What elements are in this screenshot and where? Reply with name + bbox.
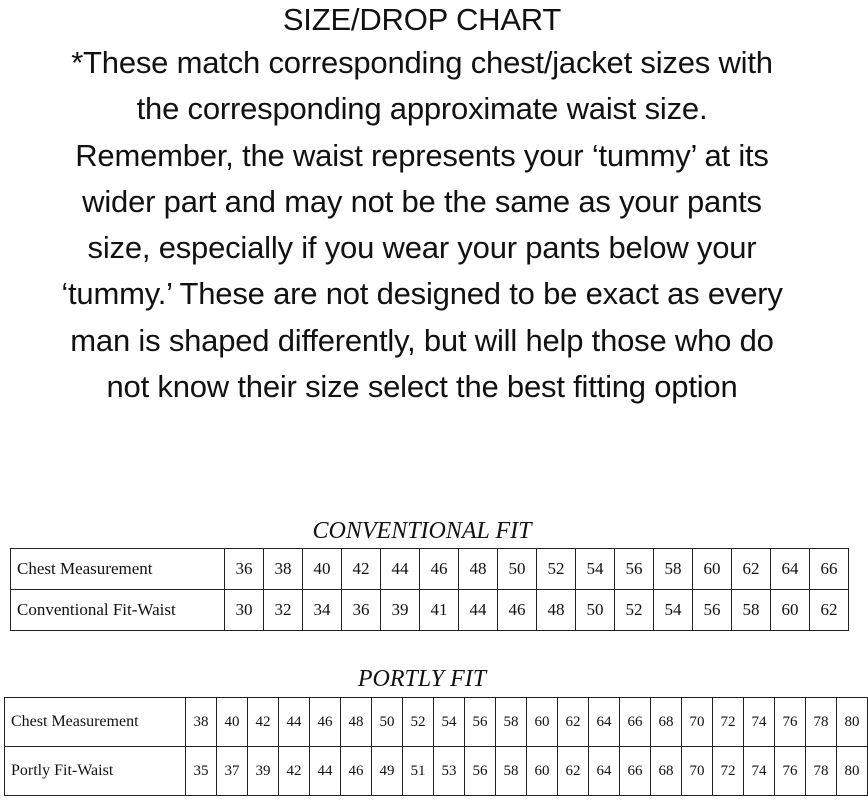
size-cell: 38 bbox=[264, 549, 303, 590]
chest-row bbox=[5, 698, 868, 747]
size-cell: 38 bbox=[186, 698, 217, 747]
row-label: Conventional Fit-Waist bbox=[11, 590, 225, 631]
size-cell: 52 bbox=[403, 698, 434, 747]
size-cell: 70 bbox=[682, 698, 713, 747]
size-cell: 72 bbox=[713, 698, 744, 747]
size-cell: 80 bbox=[837, 747, 868, 796]
row-label: Portly Fit-Waist bbox=[5, 747, 186, 796]
size-cell: 46 bbox=[341, 747, 372, 796]
size-cell: 58 bbox=[496, 747, 527, 796]
size-cell: 50 bbox=[576, 590, 615, 631]
size-cell: 66 bbox=[620, 698, 651, 747]
size-cell: 44 bbox=[381, 549, 420, 590]
size-cell: 48 bbox=[537, 590, 576, 631]
size-cell: 60 bbox=[527, 698, 558, 747]
size-cell: 56 bbox=[465, 747, 496, 796]
size-cell: 52 bbox=[615, 590, 654, 631]
size-cell: 58 bbox=[732, 590, 771, 631]
size-cell: 32 bbox=[264, 590, 303, 631]
size-cell: 46 bbox=[420, 549, 459, 590]
size-cell: 62 bbox=[558, 698, 589, 747]
size-cell: 60 bbox=[527, 747, 558, 796]
size-cell: 58 bbox=[496, 698, 527, 747]
size-cell: 40 bbox=[303, 549, 342, 590]
size-cell: 64 bbox=[589, 698, 620, 747]
size-cell: 80 bbox=[837, 698, 868, 747]
size-cell: 44 bbox=[459, 590, 498, 631]
portly-waist-row bbox=[5, 747, 868, 796]
size-cell: 78 bbox=[806, 698, 837, 747]
size-cell: 48 bbox=[341, 698, 372, 747]
portly-fit-table bbox=[4, 697, 868, 796]
size-cell: 42 bbox=[342, 549, 381, 590]
size-cell: 56 bbox=[615, 549, 654, 590]
size-cell: 66 bbox=[620, 747, 651, 796]
row-label: Chest Measurement bbox=[5, 698, 186, 747]
conventional-fit-title: CONVENTIONAL FIT bbox=[312, 518, 532, 544]
size-cell: 37 bbox=[217, 747, 248, 796]
size-cell: 42 bbox=[279, 747, 310, 796]
size-cell: 34 bbox=[303, 590, 342, 631]
size-cell: 68 bbox=[651, 698, 682, 747]
size-cell: 56 bbox=[465, 698, 496, 747]
size-cell: 46 bbox=[498, 590, 537, 631]
chest-row bbox=[11, 549, 849, 590]
size-cell: 64 bbox=[771, 549, 810, 590]
size-cell: 74 bbox=[744, 747, 775, 796]
size-cell: 50 bbox=[498, 549, 537, 590]
size-cell: 66 bbox=[810, 549, 849, 590]
size-cell: 46 bbox=[310, 698, 341, 747]
size-cell: 76 bbox=[775, 698, 806, 747]
size-cell: 64 bbox=[589, 747, 620, 796]
size-cell: 68 bbox=[651, 747, 682, 796]
size-cell: 78 bbox=[806, 747, 837, 796]
size-cell: 44 bbox=[310, 747, 341, 796]
size-cell: 35 bbox=[186, 747, 217, 796]
size-cell: 39 bbox=[248, 747, 279, 796]
size-cell: 60 bbox=[693, 549, 732, 590]
size-cell: 30 bbox=[225, 590, 264, 631]
size-note: *These match corresponding chest/jacket sizes with the corresponding approximate waist size. Remember, the waist represents your ‘tummy’ at its wider part and may not be the same as your pants size, especially if you wear your pants below your ‘tummy.’ These are not designed to be exact as every man is shaped differently, but will help those who do not know their size select the best fitting option bbox=[61, 45, 783, 405]
size-cell: 60 bbox=[771, 590, 810, 631]
portly-fit-title: PORTLY FIT bbox=[357, 666, 487, 692]
size-cell: 52 bbox=[537, 549, 576, 590]
page-title: SIZE/DROP CHART bbox=[282, 2, 562, 37]
header bbox=[0, 0, 844, 410]
size-cell: 74 bbox=[744, 698, 775, 747]
size-cell: 54 bbox=[434, 698, 465, 747]
size-cell: 70 bbox=[682, 747, 713, 796]
size-cell: 76 bbox=[775, 747, 806, 796]
conventional-waist-row bbox=[11, 590, 849, 631]
conventional-fit-table bbox=[10, 548, 849, 631]
size-cell: 40 bbox=[217, 698, 248, 747]
size-cell: 54 bbox=[654, 590, 693, 631]
size-cell: 54 bbox=[576, 549, 615, 590]
size-cell: 36 bbox=[225, 549, 264, 590]
size-cell: 44 bbox=[279, 698, 310, 747]
size-cell: 62 bbox=[558, 747, 589, 796]
row-label: Chest Measurement bbox=[11, 549, 225, 590]
size-cell: 56 bbox=[693, 590, 732, 631]
size-cell: 39 bbox=[381, 590, 420, 631]
size-cell: 50 bbox=[372, 698, 403, 747]
size-cell: 48 bbox=[459, 549, 498, 590]
size-cell: 51 bbox=[403, 747, 434, 796]
size-cell: 49 bbox=[372, 747, 403, 796]
size-cell: 36 bbox=[342, 590, 381, 631]
size-cell: 62 bbox=[732, 549, 771, 590]
size-cell: 41 bbox=[420, 590, 459, 631]
size-cell: 42 bbox=[248, 698, 279, 747]
size-cell: 53 bbox=[434, 747, 465, 796]
size-cell: 58 bbox=[654, 549, 693, 590]
size-cell: 72 bbox=[713, 747, 744, 796]
size-cell: 62 bbox=[810, 590, 849, 631]
